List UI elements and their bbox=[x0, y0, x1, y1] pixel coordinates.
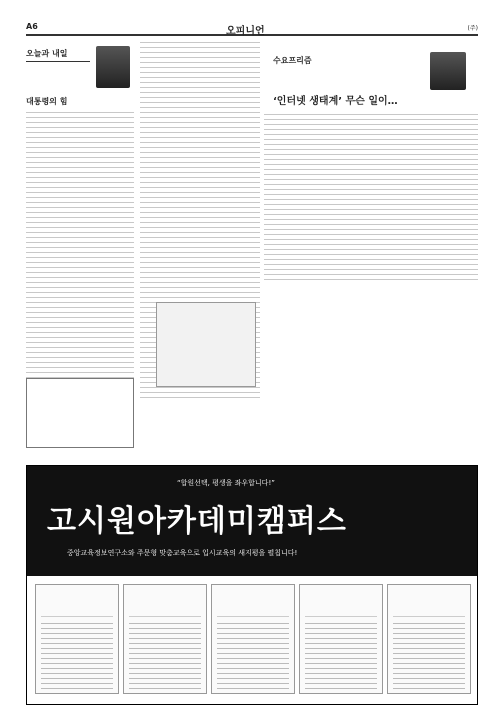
ad-panel-4 bbox=[299, 584, 383, 694]
left-column-text bbox=[26, 112, 134, 402]
ad-subtitle: 중앙교육정보연구소와 주문형 맞춤교육으로 입시교육의 새지평을 펼칩니다! bbox=[67, 549, 298, 557]
page-number: A6 bbox=[26, 22, 38, 31]
author-photo-left bbox=[96, 46, 130, 88]
page-header bbox=[26, 22, 478, 36]
publisher: (주) bbox=[467, 25, 478, 32]
ad-panel-2 bbox=[123, 584, 207, 694]
cartoon bbox=[156, 302, 256, 387]
ad-panel-3 bbox=[211, 584, 295, 694]
ad-panels bbox=[35, 584, 471, 694]
section-title: 오피니언 bbox=[226, 26, 265, 37]
ad-panel-5 bbox=[387, 584, 471, 694]
listing-table bbox=[26, 378, 134, 448]
column-label: 오늘과 내일 bbox=[26, 48, 90, 62]
forum-label: 수요프리즘 bbox=[273, 56, 312, 65]
ad-title: 고시원아카데미캠퍼스 bbox=[47, 504, 347, 539]
column-title-block bbox=[26, 48, 90, 62]
forum-headline: ‘인터넷 생태계’ 무슨 일이… bbox=[273, 96, 398, 107]
advertisement bbox=[26, 465, 478, 705]
right-column-text bbox=[264, 114, 478, 284]
ad-slogan: “합원선택, 평생을 좌우합니다!” bbox=[177, 479, 275, 487]
ad-panel-1 bbox=[35, 584, 119, 694]
column-headline: 대통령의 힘 bbox=[26, 97, 68, 106]
ad-banner bbox=[27, 466, 477, 576]
author-photo-right bbox=[430, 52, 466, 90]
